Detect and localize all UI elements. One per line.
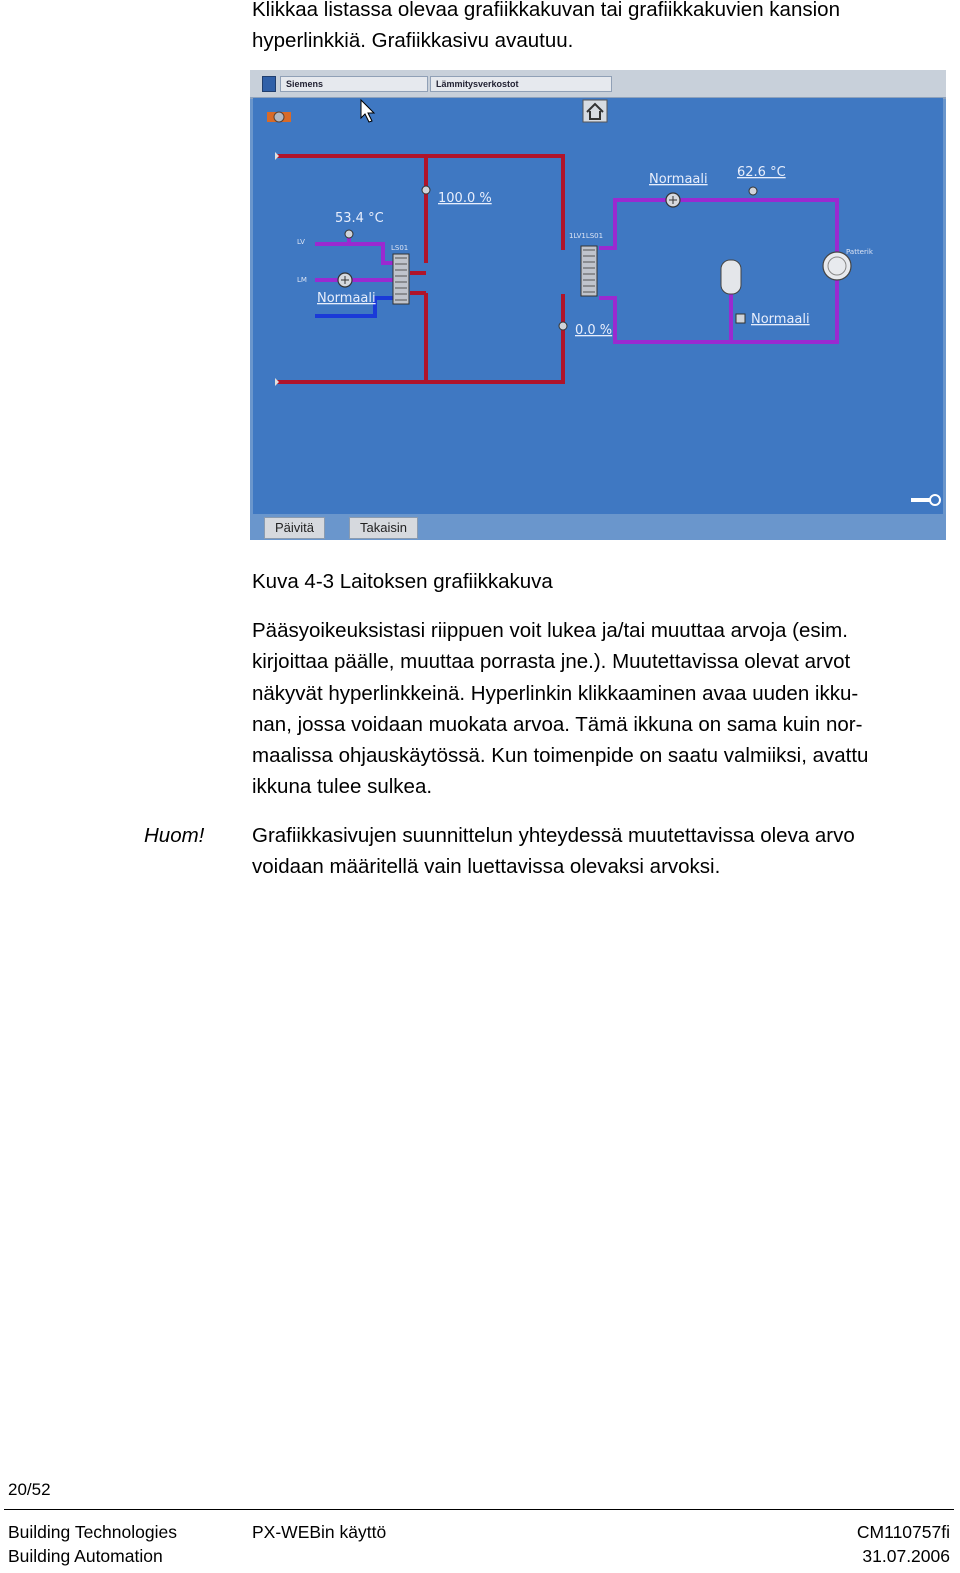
siemens-logo-icon xyxy=(262,76,276,92)
pump-status-link[interactable]: Normaali xyxy=(649,172,708,187)
temperature-sensor-icon xyxy=(749,187,757,195)
figure-caption: Kuva 4-3 Laitoksen grafiikkakuva xyxy=(252,570,553,593)
screenshot-button-bar xyxy=(253,514,943,540)
hydraulic-diagram xyxy=(253,98,943,514)
intro-paragraph xyxy=(252,0,952,57)
intro-line: hyperlinkkiä. Grafiikkasivu avautuu. xyxy=(252,29,574,53)
key-icon[interactable] xyxy=(267,112,291,122)
flow-temperature-value: 53.4 °C xyxy=(335,211,384,226)
screenshot-title-bar xyxy=(250,70,946,99)
siemens-label: Siemens xyxy=(286,79,324,89)
small-label: LV xyxy=(297,238,305,246)
footer-company: Building Technologies xyxy=(8,1522,177,1542)
heat-exchanger-icon xyxy=(581,246,597,296)
return-pipes-left xyxy=(315,236,393,280)
pump-icon[interactable] xyxy=(338,273,352,287)
intro-line: Klikkaa listassa olevaa grafiikkakuvan tai grafiikkakuvien kansion xyxy=(252,0,840,21)
body-line: maalissa ohjauskäytössä. Kun toimenpide on saatu valmiiksi, avattu xyxy=(252,744,869,768)
body-line: nan, jossa voidaan muokata arvoa. Tämä ikkuna on sama kuin nor- xyxy=(252,712,863,736)
status-icon xyxy=(736,314,745,323)
plant-graphic-canvas xyxy=(253,98,943,514)
temperature-sensor-icon xyxy=(345,230,353,238)
footer-date: 31.07.2006 xyxy=(862,1546,950,1566)
valve-position-link[interactable]: 100.0 % xyxy=(438,191,492,206)
valve-position-link[interactable]: 0.0 % xyxy=(575,323,613,338)
supply-pipes xyxy=(275,156,563,382)
body-line: ikkuna tulee sulkea. xyxy=(252,775,433,799)
temperature-link[interactable]: 62.6 °C xyxy=(737,165,786,180)
note-line: voidaan määritellä vain luettavissa olevaksi arvoksi. xyxy=(252,855,721,879)
small-label: LM xyxy=(297,276,307,284)
graphics-page-screenshot xyxy=(250,70,946,540)
footer-doc-title: PX-WEBin käyttö xyxy=(252,1522,387,1542)
note-label: Huom! xyxy=(144,824,205,847)
refresh-button[interactable]: Päivitä xyxy=(264,517,325,539)
plant-title: Lämmitysverkostot xyxy=(436,79,519,89)
back-button[interactable]: Takaisin xyxy=(349,517,418,539)
wrench-icon[interactable] xyxy=(911,495,940,505)
arrow-icon xyxy=(275,152,279,160)
radiator-icon xyxy=(823,252,851,280)
valve-icon[interactable] xyxy=(422,186,430,194)
pump-icon[interactable] xyxy=(666,193,680,207)
small-label: LS01 xyxy=(391,244,409,252)
note-line: Grafiikkasivujen suunnittelun yhteydessä muutettavissa oleva arvo xyxy=(252,824,855,847)
small-label: Patterik xyxy=(846,248,873,256)
small-label: 1LV1LS01 xyxy=(569,232,604,240)
footer-division: Building Automation xyxy=(8,1546,163,1566)
valve-icon[interactable] xyxy=(559,322,567,330)
page-number: 20/52 xyxy=(8,1480,51,1499)
status-link[interactable]: Normaali xyxy=(751,312,810,327)
note-paragraph xyxy=(252,820,952,883)
heat-exchanger-icon xyxy=(393,254,409,304)
footer-divider xyxy=(4,1509,954,1510)
cursor-icon xyxy=(361,100,374,122)
footer-doc-id: CM110757fi xyxy=(856,1522,950,1542)
home-icon[interactable] xyxy=(583,100,607,122)
pump-status-link[interactable]: Normaali xyxy=(317,291,376,306)
expansion-tank-icon xyxy=(721,260,741,294)
arrow-icon xyxy=(275,378,279,386)
body-line: kirjoittaa päälle, muuttaa porrasta jne.). Muutettavissa olevat arvot xyxy=(252,650,851,674)
body-line: näkyvät hyperlinkkeinä. Hyperlinkin klikkaaminen avaa uuden ikku- xyxy=(252,681,859,705)
body-paragraph xyxy=(252,615,952,803)
body-line: Pääsyoikeuksistasi riippuen voit lukea ja/tai muuttaa arvoja (esim. xyxy=(252,619,848,642)
